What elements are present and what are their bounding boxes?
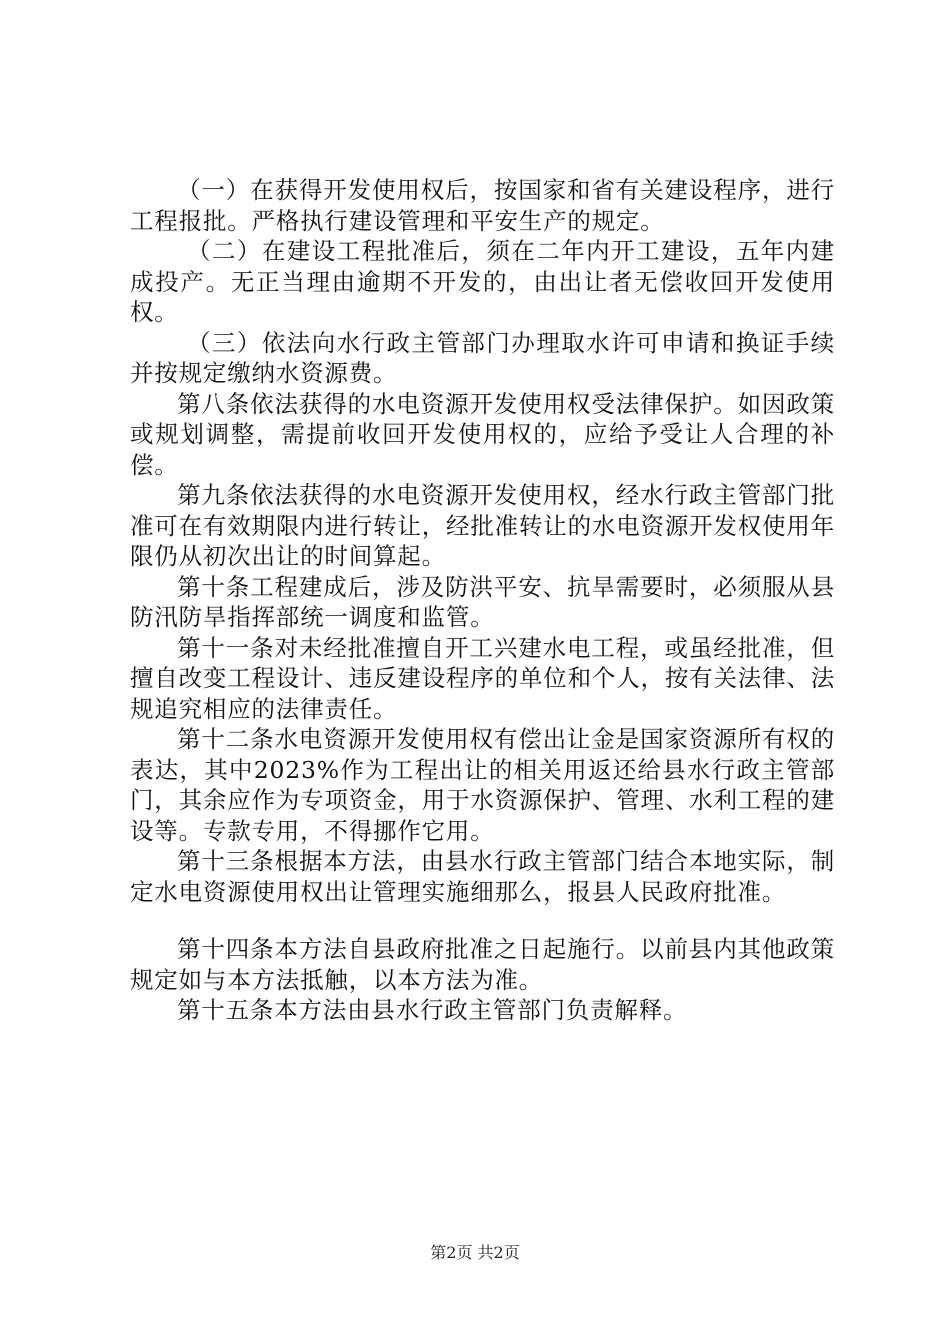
document-body — [130, 175, 835, 1026]
paragraph-spacer — [130, 907, 835, 934]
article-9: 第九条依法获得的水电资源开发使用权，经水行政主管部门批准可在有效期限内进行转让，经批准转让的水电资源开发权使用年限仍从初次出让的时间算起。 — [130, 481, 835, 570]
article-15: 第十五条本方法由县水行政主管部门负责解释。 — [177, 996, 688, 1024]
page-number-footer: 第2页 共2页 — [430, 1243, 520, 1262]
article-10: 第十条工程建成后，涉及防洪平安、抗旱需要时，必须服从县防汛防旱指挥部统一调度和监管。 — [130, 572, 835, 631]
article-11: 第十一条对未经批准擅自开工兴建水电工程，或虽经批准，但擅自改变工程设计、违反建设程序的单位和个人，按有关法律、法规追究相应的法律责任。 — [130, 633, 835, 723]
paragraph-item-2: （二）在建设工程批准后，须在二年内开工建设，五年内建成投产。无正当理由逾期不开发的，由出让者无偿收回开发使用权。 — [130, 237, 835, 326]
article-13: 第十三条根据本方法，由县水行政主管部门结合本地实际，制定水电资源使用权出让管理实施细那么，报县人民政府批准。 — [130, 847, 835, 906]
article-12: 第十二条水电资源开发使用权有偿出让金是国家资源所有权的表达，其中2023%作为工程出让的相关用返还给县水行政主管部门，其余应作为专项资金，用于水资源保护、管理、水利工程的建设等。专款专用，不得挪作它用。 — [130, 725, 835, 845]
article-14: 第十四条本方法自县政府批准之日起施行。以前县内其他政策规定如与本方法抵触，以本方法为准。 — [130, 935, 835, 994]
paragraph-item-1: （一）在获得开发使用权后，按国家和省有关建设程序，进行工程报批。严格执行建设管理和平安生产的规定。 — [130, 176, 835, 235]
article-8: 第八条依法获得的水电资源开发使用权受法律保护。如因政策或规划调整，需提前收回开发使用权的，应给予受让人合理的补偿。 — [130, 389, 835, 479]
paragraph-item-3: （三）依法向水行政主管部门办理取水许可申请和换证手续并按规定缴纳水资源费。 — [130, 328, 835, 387]
